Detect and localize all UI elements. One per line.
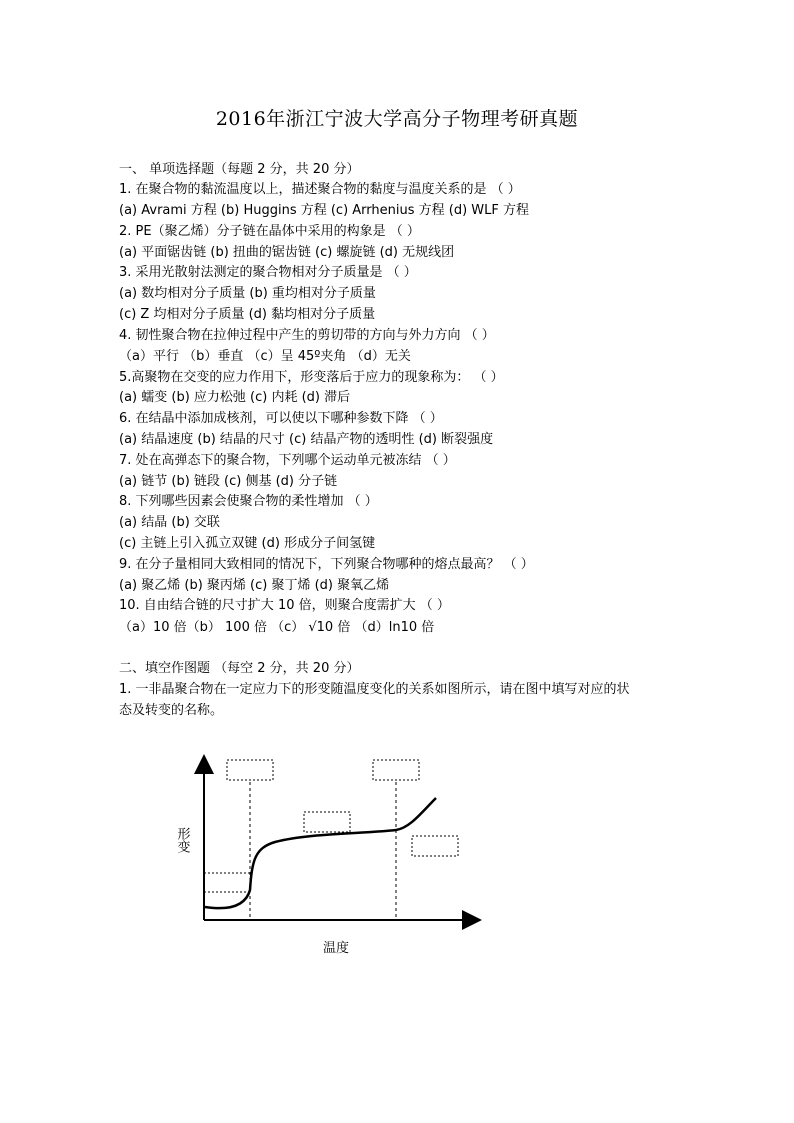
question-4: 4. 韧性聚合物在拉伸过程中产生的剪切带的方向与外力方向 （ ）: [119, 328, 495, 343]
question-5-options: (a) 蠕变 (b) 应力松弛 (c) 内耗 (d) 滞后: [119, 390, 351, 405]
question-8-options-b: (c) 主链上引入孤立双键 (d) 形成分子间氢键: [119, 536, 376, 551]
question-3-options-b: (c) Z 均相对分子质量 (d) 黏均相对分子质量: [119, 307, 376, 322]
deformation-curve: [205, 798, 436, 908]
section-heading-single-choice: 一、 单项选择题（每题 2 分，共 20 分）: [119, 162, 360, 177]
question-2-options: (a) 平面锯齿链 (b) 扭曲的锯齿链 (c) 螺旋链 (d) 无规线团: [119, 245, 455, 260]
section-heading-fill-in: 二、填空作图题 （每空 2 分，共 20 分）: [119, 661, 360, 676]
x-axis-label: 温度: [322, 941, 350, 956]
question-4-options: （a）平行 （b）垂直 （c）呈 45º夹角 （d）无关: [119, 349, 411, 364]
question-8: 8. 下列哪些因素会使聚合物的柔性增加 （ ）: [119, 494, 378, 509]
question-10: 10. 自由结合链的尺寸扩大 10 倍，则聚合度需扩大 （ ）: [119, 598, 450, 613]
question-3: 3. 采用光散射法测定的聚合物相对分子质量是 （ ）: [119, 265, 417, 280]
page-title: 2016年浙江宁波大学高分子物理考研真题: [215, 108, 579, 130]
question-1-options: (a) Avrami 方程 (b) Huggins 方程 (c) Arrhenius 方程 (d) WLF 方程: [119, 203, 530, 218]
deformation-temperature-figure: [160, 750, 490, 970]
question-5: 5.高聚物在交变的应力作用下，形变落后于应力的现象称为： （ ）: [119, 370, 504, 385]
question-3-options-a: (a) 数均相对分子质量 (b) 重均相对分子质量: [119, 286, 376, 301]
question-8-options-a: (a) 结晶 (b) 交联: [119, 515, 220, 530]
question-10-options: （a）10 倍（b） 100 倍 （c） √10 倍 （d）ln10 倍: [119, 620, 435, 635]
deformation-temperature-diagram: [160, 750, 490, 970]
question-6-options: (a) 结晶速度 (b) 结晶的尺寸 (c) 结晶产物的透明性 (d) 断裂强度: [119, 432, 494, 447]
question-9-options: (a) 聚乙烯 (b) 聚丙烯 (c) 聚丁烯 (d) 聚氧乙烯: [119, 578, 390, 593]
question-9: 9. 在分子量相同大致相同的情况下，下列聚合物哪种的熔点最高？ （ ）: [119, 557, 534, 572]
question-7-options: (a) 链节 (b) 链段 (c) 侧基 (d) 分子链: [119, 474, 338, 489]
question-1: 1. 在聚合物的黏流温度以上，描述聚合物的黏度与温度关系的是 （ ）: [119, 182, 521, 197]
question-6: 6. 在结晶中添加成核剂，可以使以下哪种参数下降 （ ）: [119, 411, 443, 426]
label-box-3: [304, 812, 350, 832]
label-box-1: [227, 760, 273, 780]
question-7: 7. 处在高弹态下的聚合物，下列哪个运动单元被冻结 （ ）: [119, 453, 456, 468]
y-axis-label: 形变: [174, 827, 190, 853]
label-box-4: [412, 836, 458, 856]
fill-question-1: 1. 一非晶聚合物在一定应力下的形变随温度变化的关系如图所示，请在图中填写对应的状: [119, 682, 630, 697]
question-2: 2. PE（聚乙烯）分子链在晶体中采用的构象是 （ ）: [119, 224, 420, 239]
fill-question-1-continued: 态及转变的名称。: [119, 703, 224, 718]
label-box-2: [373, 760, 419, 780]
